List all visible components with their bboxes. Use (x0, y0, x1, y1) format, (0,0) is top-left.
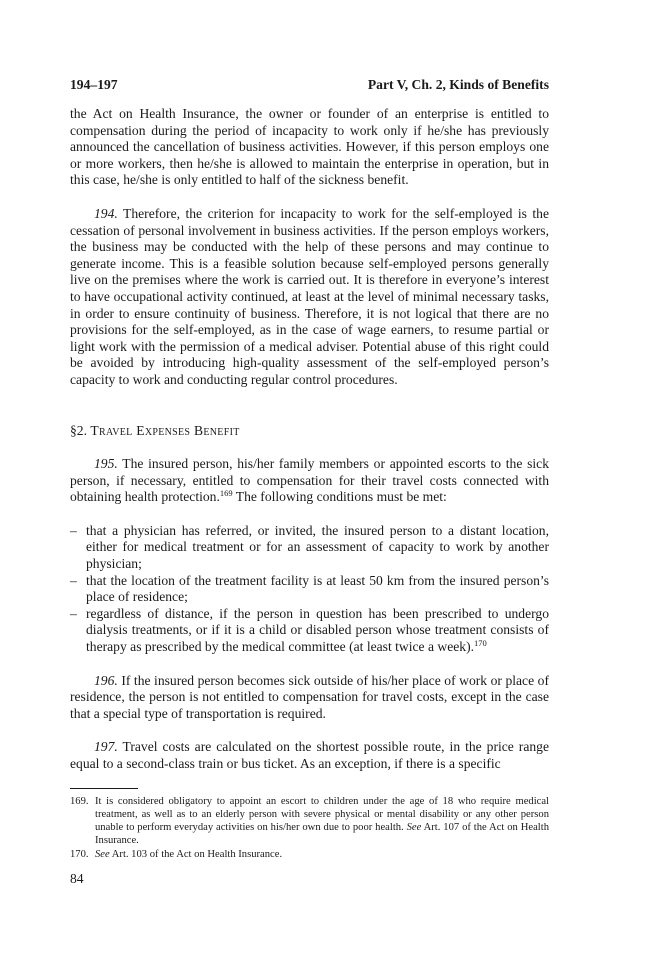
condition-item (70, 573, 549, 606)
page-number: 84 (70, 871, 84, 886)
paragraph-196 (70, 673, 549, 723)
footnotes (70, 795, 549, 861)
footnote-reference-169[interactable]: 169 (219, 488, 233, 499)
paragraph-number: 196. (94, 672, 118, 688)
footnote-170 (70, 848, 549, 861)
paragraph-text: If the insured person becomes sick outside of his/her place of work or place of residence, the person is not entitled to compensation for travel costs, except in the case that a special type of transportation is required. (70, 672, 549, 721)
footnote-number: 170. (70, 848, 89, 860)
footnote-separator (70, 788, 138, 789)
footnote-reference-170[interactable]: 170 (474, 638, 487, 649)
paragraph-text: The insured person, his/her family members or appointed escorts to the sick person, if necessary, entitled to compensation for their travel costs connected with obtaining health protection. (70, 456, 550, 505)
footnote-169 (70, 795, 549, 848)
condition-text: regardless of distance, if the person in question has been prescribed to undergo dialysis treatments, or if it is a child or disabled person whose treatment consists of therapy as prescribed by the medical committee (at least twice a week). (86, 605, 549, 655)
paragraph-text: Therefore, the criterion for incapacity to work for the self-employed is the cessation of personal involvement in business activities. If the person employs workers, the business may be conducted with the help of these persons and may continue to generate income. This is a feasible solution because self-employed persons generally live on the premises where the work is carried out. It is therefore in everyone’s interest to have occupational activity continued, at least at the level of minimal necessary tasks, in order to ensure continuity of business. Therefore, it is not logical that there are no provisions for the self-employed, as in the case of wage earners, to resume partial or light work with the permission of a medical adviser. Potential abuse of this right could be avoided by introducing high-quality assessment of the self-employed person’s capacity to work and conducting regular control procedures. (70, 205, 549, 387)
condition-text: that a physician has referred, or invited, the insured person to a distant location, either for medical treatment or for an assessment of capacity to work by another physician; (86, 522, 549, 572)
paragraph-194 (70, 206, 549, 389)
paragraph-text-continued: The following conditions must be met: (232, 489, 447, 505)
paragraph-number: 194. (94, 205, 118, 221)
running-head-paragraph-range: 194–197 (70, 77, 118, 92)
running-head-chapter-title: Part V, Ch. 2, Kinds of Benefits (367, 77, 549, 92)
footnote-text: It is considered obligatory to appoint an escort to children under the age of 18 who require medical treatment, as well as to an elderly person with severe physical or mental disability or any other person unable to perform everyday activities on his/her own due to poor health. (95, 795, 549, 834)
footnote-see: See (406, 822, 422, 834)
condition-item (70, 606, 549, 656)
section-title: Travel Expenses Benefit (90, 422, 240, 438)
dash-bullet: – (70, 572, 77, 588)
footnote-number: 169. (70, 795, 89, 807)
dash-bullet: – (70, 522, 77, 538)
paragraph-195 (70, 456, 549, 506)
section-heading (70, 423, 549, 440)
conditions-list (70, 523, 549, 656)
footnote-see: See (95, 848, 110, 860)
section-number: §2. (70, 422, 87, 438)
condition-item (70, 523, 549, 573)
paragraph-197 (70, 739, 549, 772)
footnote-reference-text: Art. 103 of the Act on Health Insurance. (109, 848, 283, 860)
paragraph-number: 195. (94, 456, 118, 472)
main-text (70, 106, 549, 773)
dash-bullet: – (70, 605, 77, 621)
paragraph-text: Travel costs are calculated on the shortest possible route, in the price range equal to a second-class train or bus ticket. As an exception, if there is a specific (70, 739, 549, 771)
intro-paragraph: the Act on Health Insurance, the owner or founder of an enterprise is entitled to compensation during the period of incapacity to work only if he/she has previously announced the cancellation of business activities. However, if this person employs one or more workers, then he/she is allowed to maintain the enterprise in operation, but in this case, he/she is only entitled to half of the sickness benefit. (70, 106, 549, 188)
running-head (70, 76, 549, 93)
paragraph-number: 197. (94, 739, 118, 755)
condition-text: that the location of the treatment facility is at least 50 km from the insured person’s place of residence; (86, 572, 549, 605)
footnote-reference-text: Art. 107 of the Act on Health Insurance. (95, 822, 549, 847)
